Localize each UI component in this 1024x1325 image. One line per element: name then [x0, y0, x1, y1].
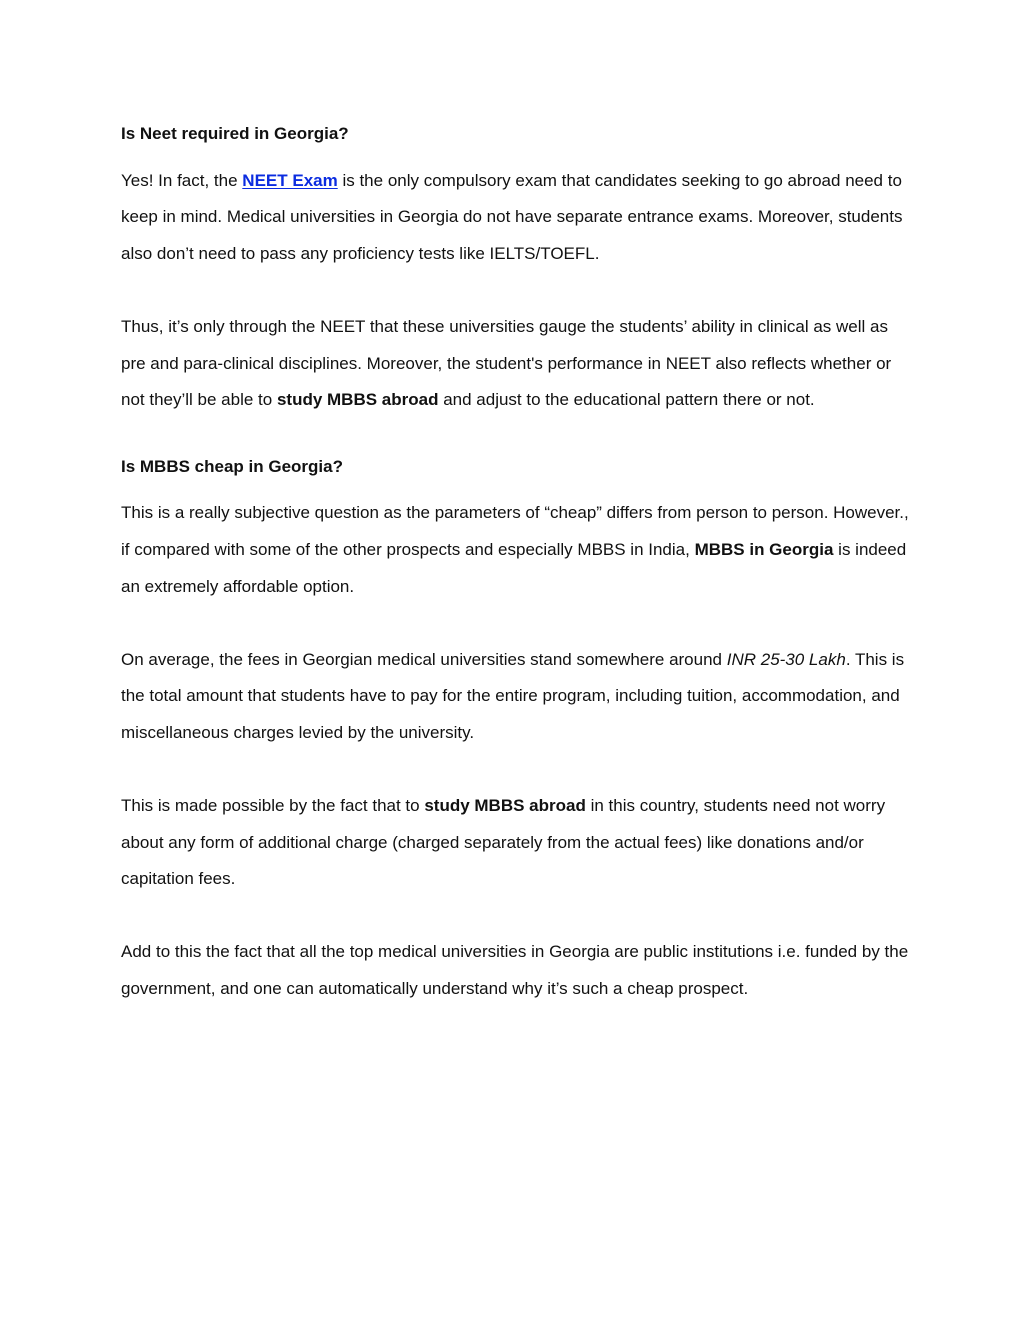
bold-study-mbbs-abroad: study MBBS abroad: [276, 390, 439, 410]
bold-mbbs-in-georgia: MBBS in Georgia: [694, 539, 834, 559]
paragraph-cheap-subjective: [121, 495, 911, 605]
paragraph-public-institutions: [121, 934, 911, 1007]
neet-exam-link[interactable]: NEET Exam: [242, 170, 338, 190]
paragraph-text: This is made possible by the fact that to: [121, 796, 425, 816]
paragraph-text: and adjust to the educational pattern there or not.: [438, 390, 815, 410]
heading-mbbs-cheap: Is MBBS cheap in Georgia?: [121, 456, 343, 476]
paragraph-neet-intro: [121, 163, 911, 273]
paragraph-text: is indeed an extremely affordable option.: [121, 539, 907, 596]
bold-study-mbbs-abroad: study MBBS abroad: [424, 796, 586, 816]
paragraph-text: is the only compulsory exam that candidates seeking to go abroad need to keep in mind. Medical universities in Georgia do not have separate entrance exams. Moreover, students also don’t need to pass any proficiency tests like IELTS/TOEFL.: [121, 170, 903, 263]
paragraph-neet-assessment: [121, 309, 911, 419]
paragraph-no-extra-charges: [121, 788, 911, 898]
paragraph-text: Add to this the fact that all the top medical universities in Georgia are public institutions i.e. funded by the government, and one can automatically understand why it’s such a cheap prospect.: [121, 942, 909, 999]
paragraph-text: Yes! In fact, the: [121, 170, 243, 190]
paragraph-text: This is a really subjective question as the parameters of “cheap” differs from person to person. However., if compared with some of the other prospects and especially MBBS in India,: [121, 503, 909, 559]
paragraph-text: . This is the total amount that students have to pay for the entire program, including tuition, accommodation, and miscellaneous charges levied by the university.: [121, 649, 905, 742]
document-body: [121, 116, 911, 1008]
paragraph-text: in this country, students need not worry about any form of additional charge (charged separately from the actual fees) like donations and/or capitation fees.: [121, 796, 886, 889]
paragraph-text: On average, the fees in Georgian medical universities stand somewhere around: [121, 649, 727, 669]
paragraph-text: Thus, it’s only through the NEET that these universities gauge the students’ ability in clinical as well as pre and para-clinical disciplines. Moreover, the student's performance in NEET also reflects whether or not they’ll be able to: [121, 316, 892, 410]
paragraph-average-fees: [121, 642, 911, 752]
italic-fee-amount: INR 25-30 Lakh: [726, 649, 846, 669]
heading-neet-required: Is Neet required in Georgia?: [121, 124, 349, 143]
